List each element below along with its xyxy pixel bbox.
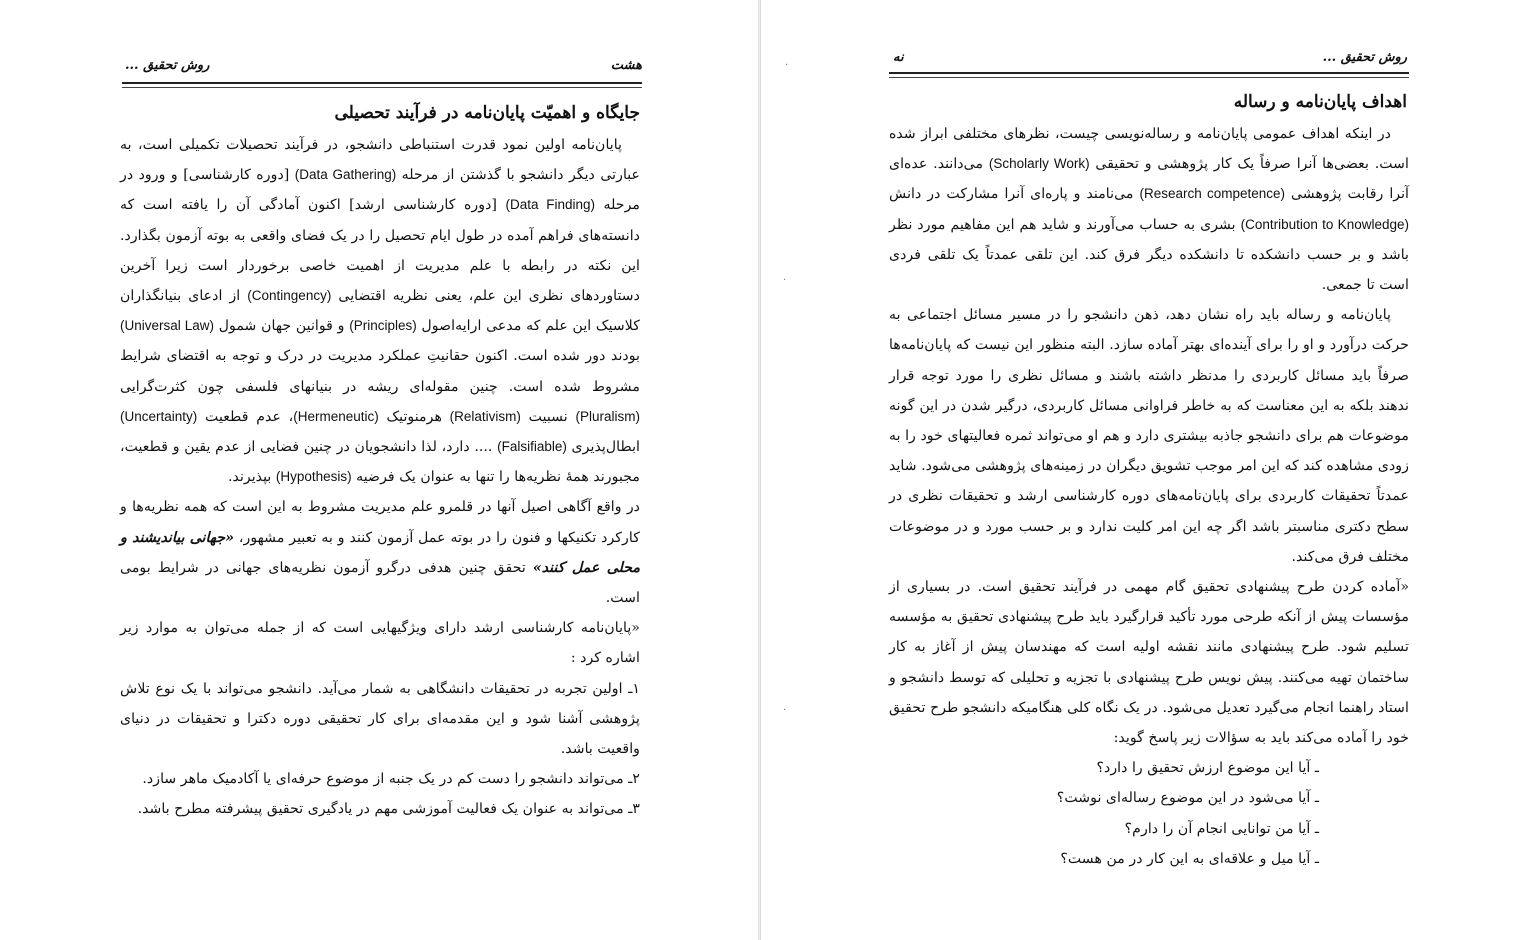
margin-mark: · (783, 705, 787, 716)
paragraph: در اینکه اهداف عمومی پایان‌نامه و رساله‌نویسی چیست، نظرهای مختلفی ابراز شده است. بعضی‌ها آنرا صرفاً یک کار پژوهشی و تحقیقی (Scholarly Work) می‌دانند. عده‌ای آنرا رقابت پژوهشی (Research competence) می‌نامند و پاره‌ای آنرا مشارکت در دانش (Contribution to Knowledge) بشری به حساب می‌آورند و شاید هم این مفاهیم مورد نظر باشد و بر حسب دانشکده تا دانشکده دیگر فرق کند. این تلقی عمدتاً یک تلقی فردی است تا جمعی. (889, 126, 1409, 294)
paragraph: در واقع آگاهی اصیل آنها در قلمرو علم مدیریت مشروط به این است که همه نظریه‌ها و کارکرد تکنیکها و فنون را در بوته عمل آزمون کنند و به تعبیر مشهور، «جهانی بیاندیشند و محلی عمل کنند» تحقق چنین هدفی درگرو آزمون نظریه‌های جهانی در شرایط بومی است. (120, 499, 641, 607)
header-rule (122, 82, 642, 84)
list-item: ۳ـ می‌تواند به عنوان یک فعالیت آموزشی مهم در یادگیری تحقیق پیشرفته مطرح باشد. (137, 801, 640, 818)
margin-mark: · (783, 275, 787, 286)
running-title: روش تحقیق ... (1322, 50, 1407, 65)
page-number: نه (893, 50, 904, 65)
right-page (761, 0, 1519, 940)
header-rule-thin (889, 77, 1409, 78)
page-number: هشت (610, 58, 642, 73)
section-heading: جایگاه و اهمیّت پایان‌نامه در فرآیند تحصیلی (334, 103, 640, 123)
paragraph: «پایان‌نامه کارشناسی ارشد دارای ویژگیهایی است که از جمله می‌توان به موارد زیر اشاره کرد : (120, 620, 640, 667)
list-item: ۲ـ می‌تواند دانشجو را دست کم در یک جنبه از موضوع حرفه‌ای یا آکادمیک ماهر سازد. (142, 771, 640, 788)
body-text (120, 130, 640, 825)
body-text (889, 119, 1409, 874)
list-item: ـ آیا می‌شود در این موضوع رساله‌ای نوشت؟ (1056, 790, 1319, 807)
list-item: ـ آیا میل و علاقه‌ای به این کار در من هست؟ (1060, 850, 1319, 867)
margin-mark: · (785, 60, 789, 71)
paragraph: پایان‌نامه اولین نمود قدرت استنباطی دانشجو، در فرآیند تحصیلات تکمیلی است، به عبارتی دیگر دانشجو با گذشتن از مرحله (Data Gathering) [دوره کارشناسی] و ورود در مرحله (Data Finding) [دوره کارشناسی ارشد] اکنون آمادگی آن را یافته است که دانسته‌های فراهم آمده در طول ایام تحصیل را در یک فضای واقعی به بوته آزمون بگذارد. این نکته در رابطه با علم مدیریت از اهمیت خاصی برخوردار است زیرا آخرین دستاوردهای نظری این علم، یعنی نظریه اقتضایی (Contingency) از ادعای بنیانگذاران کلاسیک این علم که مدعی ارایه‌اصول (Principles) و قوانین جهان شمول (Universal Law) بودند دور شده است. اکنون حقانیتِ عملکرد مدیریت در درک و توجه به اقتضای شرایط مشروط شده است. چنین مقوله‌ای ریشه در بنیانهای فلسفی چون کثرت‌گرایی (Pluralism) نسبیت (Relativism) هرمنوتیک (Hermeneutic)، عدم قطعیت (Uncertainty) ابطال‌پذیری (Falsifiable) .... دارد، لذا دانشجویان در چنین فضایی از عدم یقین و قطعیت، مجبورند همهٔ نظریه‌ها را تنها به عنوان یک فرضیه (Hypothesis) بپذیرند. (120, 137, 641, 486)
header-rule (889, 72, 1409, 74)
running-header (125, 58, 642, 73)
question-list (889, 753, 1409, 874)
running-title: روش تحقیق ... (125, 58, 210, 73)
paragraph: پایان‌نامه و رساله باید راه نشان دهد، ذهن دانشجو را در مسیر مسائل اجتماعی به حرکت درآورد و او را برای آینده‌ای بهتر آماده سازد. البته منظور این نیست که پایان‌نامه‌ها صرفاً باید مسائل کاربردی را مدنظر داشته باشند و مسائل نظری را مورد توجه قرار ندهند بلکه به این معناست که به خاطر فراوانی مسائل کاربردی، درگیر شدن در این گونه موضوعات هم برای دانشجو جاذبه بیشتری دارد و هم او می‌تواند ثمره فعالیتهای خود را به زودی مشاهده کند که این امر موجب تشویق دیگران در زمینه‌های پژوهشی می‌شود. شاید عمدتاً تحقیقات کاربردی برای پایان‌نامه‌های دوره کارشناسی ارشد و تحقیقات نظری در سطح دکتری مناسبتر باشد اگر چه این امر کلیت ندارد و بر حسب مورد و در موضوعات مختلف فرق می‌کند. (889, 307, 1409, 565)
paragraph: «آماده کردن طرح پیشنهادی تحقیق گام مهمی در فرآیند تحقیق است. در بسیاری از مؤسسات پیش از آنکه طرحی مورد تأکید قرارگیرد باید طرح پیشنهادی تحقیق به مؤسسه تسلیم شود. طرح پیشنهادی مانند نقشه اولیه است که مهندسان پیش از آغاز به کار ساختمان تهیه می‌کنند. پیش نویس طرح پیشنهادی با تجزیه و تحلیلی که توسط دانشجو و استاد راهنما انجام می‌گیرد تعدیل می‌شود. در یک نگاه کلی هنگامیکه دانشجو طرح تحقیق خود را آماده می‌کند باید به سؤالات زیر پاسخ گوید: (889, 579, 1409, 747)
list-item: ۱ـ اولین تجربه در تحقیقات دانشگاهی به شمار می‌آید. دانشجو می‌تواند با یک نوع تلاش پژوهشی آشنا شود و این مقدمه‌ای برای کار تحقیقی دوره دکترا و تحقیقات در دنیای واقعیت باشد. (120, 680, 640, 758)
list-item: ـ آیا این موضوع ارزش تحقیق را دارد؟ (1096, 760, 1319, 777)
section-heading: اهداف پایان‌نامه و رساله (1233, 92, 1407, 112)
list-item: ـ آیا من توانایی انجام آن را دارم؟ (1124, 820, 1319, 837)
emphasized-quote: «جهانی بیاندیشند و محلی عمل کنند» (120, 529, 641, 576)
running-header (893, 50, 1407, 65)
left-page (0, 0, 758, 940)
header-rule-thin (122, 87, 642, 88)
